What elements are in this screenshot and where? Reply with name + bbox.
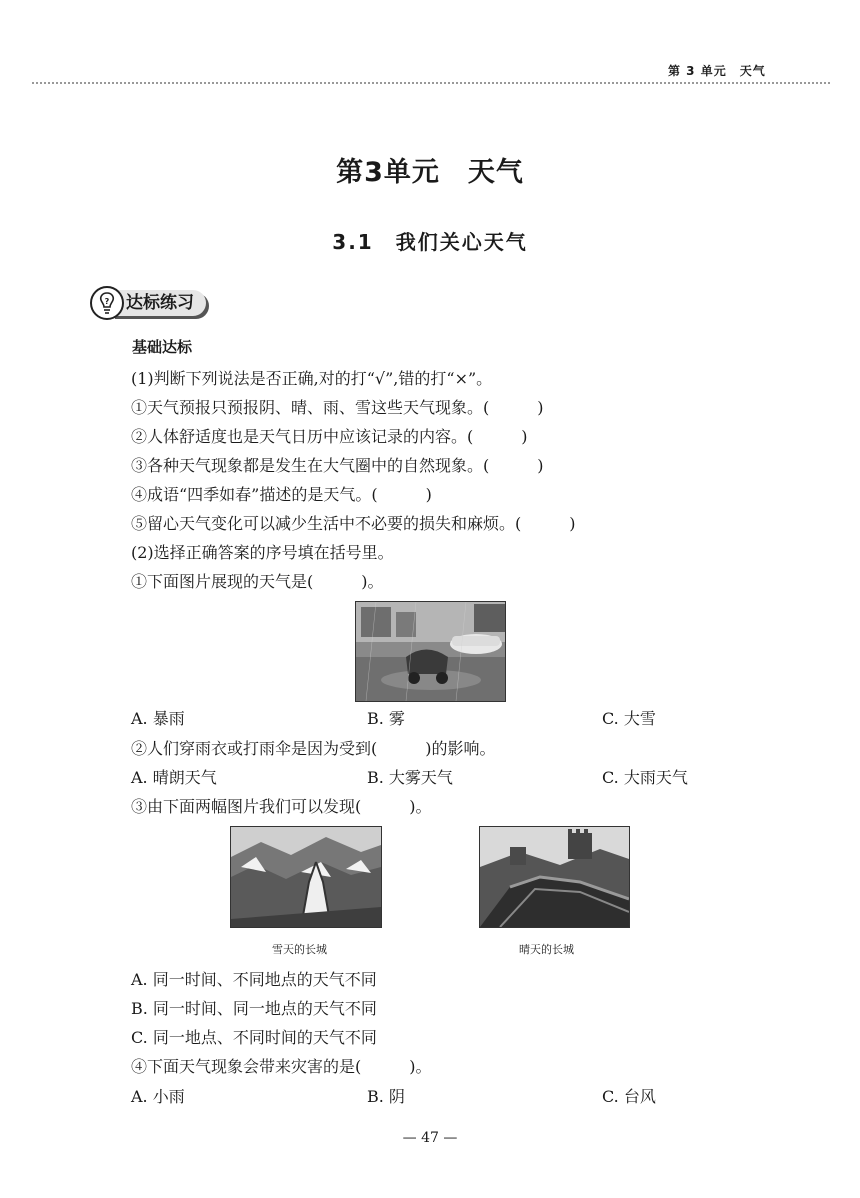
unit-title: 第3单元 天气	[336, 157, 524, 188]
q2-s2-option-a: A. 晴朗天气	[131, 768, 217, 787]
q2-s2-stem: ②人们穿雨衣或打雨伞是因为受到( )的影响。	[131, 739, 496, 758]
badge-label: 达标练习	[112, 290, 206, 316]
q2-s4-stem: ④下面天气现象会带来灾害的是( )。	[131, 1057, 432, 1076]
svg-text:?: ?	[104, 297, 110, 306]
q2-s3-option-a: A. 同一时间、不同地点的天气不同	[131, 970, 377, 989]
caption-snowy: 雪天的长城	[272, 943, 327, 956]
q2-s4-option-c: C. 台风	[602, 1087, 656, 1106]
q2-s2-option-b: B. 大雾天气	[367, 768, 453, 787]
q2-s1-option-b: B. 雾	[367, 709, 405, 728]
q2-s1-stem: ①下面图片展现的天气是( )。	[131, 572, 384, 591]
header-rule	[32, 82, 830, 84]
q2-s1-option-a: A. 暴雨	[131, 709, 185, 728]
q2-prompt: (2)选择正确答案的序号填在括号里。	[131, 543, 394, 562]
q1-item-4: ④成语“四季如春”描述的是天气。( )	[131, 485, 432, 504]
q2-s3-stem: ③由下面两幅图片我们可以发现( )。	[131, 797, 432, 816]
caption-sunny: 晴天的长城	[519, 943, 574, 956]
q2-s1-option-c: C. 大雪	[602, 709, 656, 728]
page-number: — 47 —	[402, 1130, 458, 1146]
lesson-title: 3.1 我们关心天气	[332, 230, 528, 254]
q1-item-5: ⑤留心天气变化可以减少生活中不必要的损失和麻烦。( )	[131, 514, 576, 533]
section-subhead: 基础达标	[132, 338, 193, 356]
running-head: 第 3 单元 天气	[668, 64, 766, 78]
lightbulb-question-icon	[90, 286, 124, 320]
q1-item-1: ①天气预报只预报阴、晴、雨、雪这些天气现象。( )	[131, 398, 544, 417]
q1-prompt: (1)判断下列说法是否正确,对的打“√”,错的打“×”。	[131, 369, 493, 388]
rainstorm-photo	[355, 601, 506, 702]
q2-s4-option-a: A. 小雨	[131, 1087, 185, 1106]
sunny-great-wall-photo	[479, 826, 630, 928]
q2-s4-option-b: B. 阴	[367, 1087, 405, 1106]
q2-s3-option-b: B. 同一时间、同一地点的天气不同	[131, 999, 377, 1018]
q1-item-2: ②人体舒适度也是天气日历中应该记录的内容。( )	[131, 427, 528, 446]
q2-s2-option-c: C. 大雨天气	[602, 768, 688, 787]
q2-s3-option-c: C. 同一地点、不同时间的天气不同	[131, 1028, 377, 1047]
snowy-great-wall-photo	[230, 826, 382, 928]
q1-item-3: ③各种天气现象都是发生在大气圈中的自然现象。( )	[131, 456, 544, 475]
